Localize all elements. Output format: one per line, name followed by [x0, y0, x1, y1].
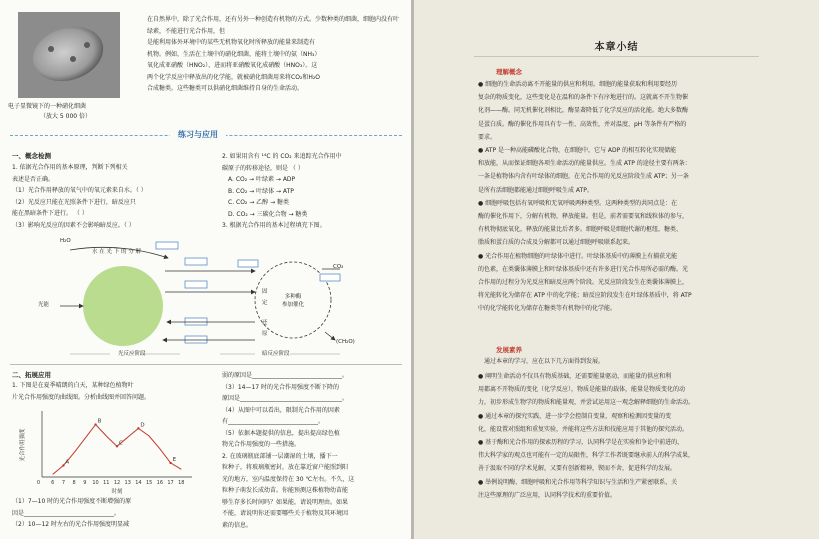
- point-B: [94, 423, 96, 425]
- literacy-intro: 通过本章的学习，应在以下几方面得到发展。: [484, 358, 605, 365]
- x-tick-label: 18: [178, 480, 185, 486]
- para-line: 善于汲取不同的学术见解，又要有创新精神，锲而不舍，促进科学的发展。: [478, 465, 677, 473]
- light-energy-label: 光能: [38, 302, 50, 308]
- extension-questions: [12, 496, 131, 531]
- para-line: 用都离不开物质的变化（化学反应），物质是能量的载体，能量是物质变化的动: [478, 386, 686, 394]
- question-2: [222, 151, 342, 232]
- product-arrow: [325, 332, 335, 340]
- intro-line: 合成糖类。这些糖类可以供硝化细菌维持自身的生命活动。: [147, 85, 304, 92]
- x-tick-label: 14: [135, 480, 142, 486]
- enzyme-label: [282, 293, 304, 309]
- granule: [84, 42, 90, 48]
- x-tick-label: 6: [51, 480, 55, 486]
- point-A: [62, 464, 64, 466]
- exercise-banner: [10, 128, 402, 142]
- ext-r-line: 有______________________________。: [222, 418, 325, 425]
- chart-xlabel: 时刻: [111, 489, 123, 495]
- granule: [48, 46, 54, 52]
- fix-label: 固: [262, 289, 268, 295]
- ext-r-line: 粒种子萌发长成幼苗。你能预测这株植物幼苗能: [222, 487, 349, 494]
- blank-box[interactable]: [185, 258, 207, 265]
- photosynthesis-chart: [14, 405, 200, 495]
- water-split-label: 水 在 光 下 的 分 解: [92, 249, 141, 255]
- para-line: 化，能设置对照组和重复实验，并能将这些方法和技能应用于其他的探究活动。: [478, 425, 689, 433]
- ext-line: 1. 下图是在夏季晴朗的白天，某种绿色植物叶: [12, 382, 134, 389]
- photo-caption: 电子显微镜下的一种硝化细菌: [8, 103, 87, 110]
- extension-title: 二、拓展应用: [12, 371, 51, 379]
- ext-r-line: 够生存多长时间吗？如果能，请说明理由。如果: [222, 498, 349, 506]
- point-label: C: [119, 440, 123, 447]
- extension-intro: [12, 380, 150, 403]
- concept-title: 一、概念检测: [12, 152, 51, 160]
- concept-line: 表述是否正确。: [12, 175, 55, 183]
- x-tick-label: 0: [36, 480, 40, 486]
- q2-option: D. CO₂ → 三碳化合物 → 糖类: [228, 210, 308, 218]
- para-line: 将光能转化为储存在 ATP 中的化学能；暗反应阶段发生在叶绿体基质中，将 ATP: [478, 292, 692, 300]
- banner-title: 练习与应用: [170, 128, 226, 142]
- ext-r-line: 素的信息。: [222, 521, 253, 529]
- point-label: A: [65, 459, 70, 466]
- x-tick-label: 10: [92, 480, 99, 486]
- blank-box[interactable]: [156, 242, 178, 249]
- para-line: 的色素，在类囊体薄膜上和叶绿体基质中还有许多进行光合作用所必需的酶。光: [478, 265, 689, 273]
- point-label: E: [172, 456, 177, 463]
- intro-line: 氧化成亚硝酸（HNO₂），进而将亚硝酸氧化成硝酸（HNO₃）。这: [147, 62, 318, 69]
- concept-paragraphs: [478, 78, 692, 316]
- h2o-label: H₂O: [60, 238, 71, 244]
- concept-line: （2）光反应只能在光照条件下进行，暗反应只: [12, 198, 136, 206]
- dark-stage-label: 暗反应阶段: [262, 351, 290, 357]
- blank-box[interactable]: [320, 274, 340, 281]
- para-line: ● ATP 是一种高能磷酸化合物，在细胞中，它与 ADP 的相互转化实现储能: [478, 147, 677, 155]
- reduce-label: 还: [262, 320, 268, 326]
- concept-line: 1. 依据光合作用的基本原理，判断下列相关: [12, 164, 128, 171]
- para-line: 脂质和蛋白质的合成及分解都可以通过细胞呼吸联系起来。: [478, 239, 635, 247]
- photo-caption-scale: （放大 5 000 倍）: [40, 113, 91, 120]
- para-line: 有机物彻底氧化，释放的能量比后者多。细胞呼吸是细胞代谢的枢纽，糖类、: [478, 226, 683, 234]
- ext-line: 片光合作用强度的曲线图。分析曲线图并回答问题。: [12, 393, 151, 401]
- enzyme-line: 参加催化: [282, 302, 305, 308]
- para-line: ● 举例说明酶、细胞呼吸和光合作用等科学知识与生活和生产紧密联系，关: [478, 478, 678, 486]
- q2-line: 2. 如果用含有 ¹⁴C 的 CO₂ 来追踪光合作用中: [222, 153, 342, 160]
- para-line: 力，初步形成生物学的物质和能量观，并尝试运用这一观念解释细胞的生命活动。: [478, 399, 695, 407]
- para-line: 中的化学能转化为储存在糖类等有机物中的化学能。: [478, 305, 617, 313]
- ext-r-line: （3）14—17 时的光合作用强度不断下降的: [222, 383, 339, 391]
- co2-label: CO₂: [333, 264, 344, 270]
- ext-q-line: （2）10—12 时左右的光合作用强度明显减: [12, 521, 129, 528]
- x-tick-label: 16: [156, 480, 164, 486]
- bacterium-cell: [26, 18, 111, 90]
- ext-r-line: （4）从图中可以看出，限制光合作用的因素: [222, 406, 340, 414]
- concept-questions: [12, 162, 147, 231]
- q2-option: C. CO₂ → 乙醇 → 糖类: [228, 199, 290, 206]
- x-tick-label: 11: [103, 480, 110, 486]
- intro-line: 是能利用体外环境中的某些无机物氧化时所释放的能量来制造有: [147, 39, 316, 46]
- ext-r-line: 弱的原因是______________________________。: [222, 372, 349, 379]
- section-divider: [10, 364, 402, 365]
- thylakoid-circle: [83, 266, 163, 346]
- x-tick-label: 17: [167, 480, 174, 486]
- intro-paragraph: [147, 14, 403, 95]
- point-C: [116, 445, 118, 447]
- concept-line: （1）光合作用释放的氧气中的氧元素来自水。（ ）: [12, 187, 147, 194]
- fix-label: 定: [262, 300, 268, 306]
- x-tick-label: 9: [83, 480, 87, 486]
- para-line: 伟大科学家的观点也可能有一定的局限性，科学工作者既要继承前人的科学成果，: [478, 452, 695, 460]
- q2-option: A. CO₂ → 叶绿素 → ADP: [228, 176, 296, 183]
- section-develop-literacy: 发展素养: [496, 346, 522, 354]
- para-line: ● 细胞的生命活动离不开能量的供应和利用。细胞的能量获取和利用要经历: [478, 81, 678, 88]
- ch2o-label: (CH₂O): [336, 339, 355, 345]
- ext-r-line: 物光合作用强度的一些措施。: [222, 441, 301, 448]
- enzyme-line: 多种酶: [284, 294, 302, 300]
- para-line: 酶的催化作用下，分解有机物，释放能量。但是，前者需要氧和线粒体的参与，: [478, 213, 689, 221]
- section-understand-concepts: 理解概念: [496, 68, 522, 76]
- para-line: 和放能，从而保证细胞各项生命活动的能量供应。生成 ATP 的途径主要有两条：: [478, 160, 691, 168]
- x-tick-label: 12: [113, 480, 121, 486]
- ext-r-line: 光的地方，室内温度保持在 30 ℃左右。不久，这: [222, 475, 355, 483]
- ext-r-line: （5）依据本题提供的信息，提出提高绿色植: [222, 429, 340, 437]
- ext-r-line: 粒种子，将玻璃瓶密封，放在靠近窗户能照到阳: [222, 464, 349, 471]
- para-line: 是蛋白质。酶的催化作用具有专一性、高效性，并对温度、pH 等条件有严格的: [478, 120, 687, 128]
- x-tick-label: 13: [124, 480, 131, 486]
- light-stage-label: 光反应阶段: [118, 351, 146, 357]
- blank-box[interactable]: [185, 281, 207, 288]
- para-line: 注这些原理的广泛应用，认同科学技术的重要价值。: [478, 491, 617, 499]
- para-line: 合作用的过程分为光反应和暗反应两个阶段。光反应阶段发生在类囊体薄膜上，: [478, 279, 689, 287]
- extension-right-column: [222, 370, 354, 531]
- point-E: [169, 462, 171, 464]
- ext-r-line: 不能，请说明你还需要哪些关于植物及其环境因: [222, 510, 349, 517]
- blank-box[interactable]: [238, 260, 258, 267]
- blank-box[interactable]: [185, 336, 207, 343]
- para-line: 一条是植物体内含有叶绿体的细胞，在光合作用的光反应阶段生成 ATP；另一条: [478, 173, 689, 181]
- intro-line: 两个化学反应中释放出的化学能，就被硝化细菌用来将CO₂和H₂O: [147, 73, 320, 81]
- q2-line: 碳原子的转移途径，则是 （ ）: [222, 164, 304, 172]
- blank-box[interactable]: [185, 318, 207, 325]
- para-line: ● 通过本章的探究实践，进一步学会控制自变量，观察和检测因变量的变: [478, 412, 672, 420]
- concept-line: （3）影响光反应的因素不会影响暗反应。（ ）: [12, 221, 135, 229]
- para-line: ● 光合作用在植物细胞的叶绿体中进行。叶绿体基质中的薄膜上有捕获光能: [478, 252, 678, 260]
- intro-line: 机物。例如，生活在土壤中的硝化细菌，能将土壤中的氨（NH₃）: [147, 50, 321, 58]
- summary-title: 本章小结: [594, 42, 639, 53]
- q3-line: 3. 根据光合作用的基本过程填充下图。: [222, 222, 326, 229]
- right-page: [414, 0, 819, 539]
- intensity-curve: [53, 425, 182, 475]
- ext-r-line: 原因是__________________________________。: [222, 395, 349, 402]
- para-line: ● 基于酶和光合作用的探索历程的学习，认同科学是在实验和争论中前进的，: [478, 439, 684, 447]
- para-line: 要求。: [478, 133, 497, 141]
- reduce-label: 原: [262, 331, 268, 337]
- ext-q-line: 因是______________________________。: [12, 509, 121, 517]
- para-line: ● 阐明生命活动不仅具有物质基础，还需要能量驱动，而能量的供应和利: [478, 373, 672, 380]
- ext-r-line: 2. 在玻璃瓶底部铺一层潮湿的土壤，播下一: [222, 452, 338, 460]
- x-tick-label: 15: [145, 480, 153, 486]
- para-line: ● 细胞呼吸包括有氧呼吸和无氧呼吸两种类型。这两种类型的共同点是：在: [478, 199, 678, 207]
- para-line: 化剂——酶。同无机催化剂相比，酶显著降低了化学反应的活化能。绝大多数酶: [478, 107, 689, 115]
- x-tick-label: 7: [61, 480, 66, 486]
- summary-rule: [474, 56, 759, 57]
- para-line: 复杂的物质变化，这些变化是在温和的条件下有序地进行的。这就离不开生物催: [478, 94, 689, 102]
- chart-ylabel: 光合作用强度: [20, 428, 26, 462]
- intro-line: 在自然界中，除了光合作用，还有另外一种创造有机物的方式。少数种类的细菌，细胞内没有叶绿素，不能进行光合作用，但: [147, 16, 400, 35]
- ext-q-line: （1）7—10 时的光合作用强度不断增强的原: [12, 498, 132, 505]
- q2-option: B. CO₂ → 叶绿体 → ATP: [228, 187, 294, 195]
- point-label: B: [97, 418, 102, 425]
- point-D: [137, 427, 139, 429]
- x-tick-label: 8: [72, 480, 76, 486]
- point-label: D: [140, 422, 145, 429]
- literacy-paragraphs: [478, 370, 694, 502]
- granule: [70, 56, 76, 62]
- para-line: 是所有活细胞都能通过细胞呼吸生成 ATP。: [478, 186, 593, 194]
- concept-line: 能在黑暗条件下进行。 （ ）: [12, 210, 88, 217]
- bacteria-micrograph: [18, 12, 120, 98]
